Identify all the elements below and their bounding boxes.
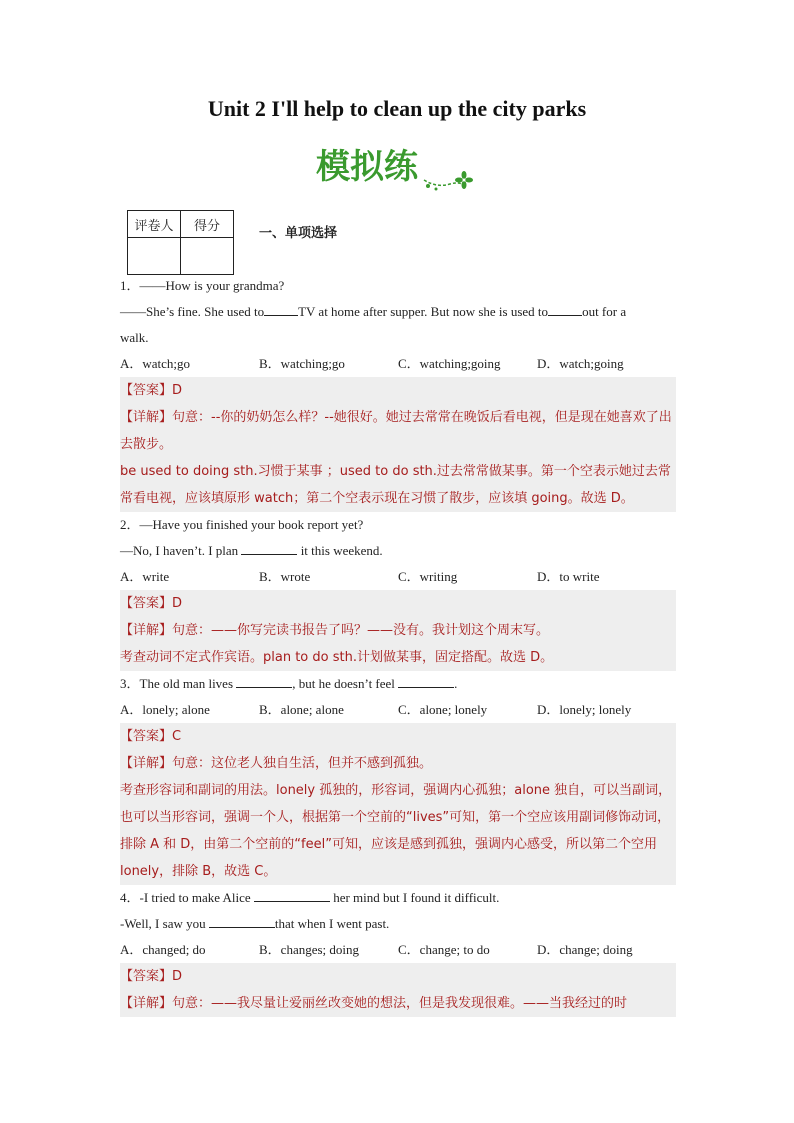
q4-answer-block <box>120 963 676 1017</box>
q2-detail: 【详解】句意：——你写完读书报告了吗？——没有。我计划这个周末写。 <box>120 623 550 638</box>
q1-answer: 【答案】D <box>120 383 183 398</box>
score-table <box>127 210 234 275</box>
option-c: C．writing <box>398 569 458 584</box>
option-b: B．changes; doing <box>259 942 360 957</box>
option-d: D．to write <box>537 569 600 584</box>
q1-reply: ——She’s fine. She used to TV at home after supper. But now she is used to out for a <box>120 299 676 325</box>
score-header: 得分 <box>181 211 234 238</box>
q1-stem: 1．——How is your grandma? <box>120 278 285 293</box>
q3-options <box>120 697 676 723</box>
q2-answer-block <box>120 590 676 671</box>
q4-detail: 【详解】句意：——我尽量让爱丽丝改变她的想法，但是我发现很难。——当我经过的时 <box>120 996 628 1011</box>
q2-explanation: 考查动词不定式作宾语。plan to do sth.计划做某事，固定搭配。故选 D。 <box>120 650 554 665</box>
option-d: D．watch;going <box>537 356 624 371</box>
q3-answer-block <box>120 723 676 885</box>
page-title: Unit 2 I'll help to clean up the city parks <box>207 96 587 121</box>
q3-answer: 【答案】C <box>120 729 182 744</box>
q2-reply: —No, I haven’t. I plan it this weekend. <box>120 538 676 564</box>
option-a: A．lonely; alone <box>120 702 210 717</box>
q2-answer: 【答案】D <box>120 596 183 611</box>
q4-options <box>120 937 676 963</box>
option-a: A．watch;go <box>120 356 191 371</box>
option-a: A．write <box>120 569 170 584</box>
q1-explanation: be used to doing sth.习惯于某事 ；used to do sth.过去常常做某事。第一个空表示她过去常常看电视，应该填原形 watch；第二个空表示现在习惯了散步，应该填 going。故选 D。 <box>120 464 671 506</box>
logo-text: 模拟练 <box>316 147 418 187</box>
option-c: C．alone; lonely <box>398 702 488 717</box>
section-heading: 一、单项选择 <box>259 226 338 241</box>
q1-answer-block <box>120 377 676 512</box>
option-c: C．change; to do <box>398 942 490 957</box>
practice-logo <box>312 140 482 200</box>
q2-options <box>120 564 676 590</box>
grader-header: 评卷人 <box>128 211 181 238</box>
q3-detail: 【详解】句意：这位老人独自生活，但并不感到孤独。 <box>120 756 433 771</box>
q4-stem: 4．-I tried to make Alice her mind but I found it difficult. <box>120 885 676 911</box>
option-d: D．change; doing <box>537 942 633 957</box>
score-cell <box>181 238 234 275</box>
q1-detail: 【详解】句意：--你的奶奶怎么样？--她很好。她过去常常在晚饭后看电视，但是现在她喜欢了出去散步。 <box>120 410 672 452</box>
q4-reply: -Well, I saw you that when I went past. <box>120 911 676 937</box>
option-b: B．wrote <box>259 569 311 584</box>
option-a: A．changed; do <box>120 942 206 957</box>
questions <box>120 273 676 1017</box>
q4-answer: 【答案】D <box>120 969 183 984</box>
grader-cell <box>128 238 181 275</box>
q1-options <box>120 351 676 377</box>
option-b: B．alone; alone <box>259 702 344 717</box>
option-b: B．watching;go <box>259 356 345 371</box>
option-c: C．watching;going <box>398 356 501 371</box>
option-d: D．lonely; lonely <box>537 702 632 717</box>
q2-stem: 2．—Have you finished your book report yet? <box>120 517 364 532</box>
q3-stem: 3．The old man lives , but he doesn’t feel . <box>120 671 676 697</box>
q3-explanation: 考查形容词和副词的用法。lonely 孤独的，形容词，强调内心孤独；alone 独自，可以当副词，也可以当形容词，强调一个人，根据第一个空前的“lives”可知，第一个空应该用副词修饰动词，排除 A 和 D，由第二个空前的“feel”可知，应该是感到孤独，强调内心感受，所以第二个空用 lonely，排除 B，故选 C。 <box>120 783 672 879</box>
q1-reply-cont: walk. <box>120 330 149 345</box>
